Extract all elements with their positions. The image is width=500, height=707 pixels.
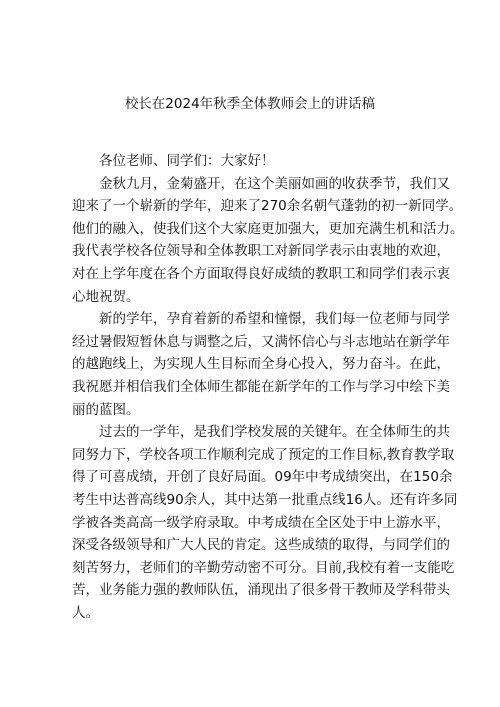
paragraph-line: 刻苦努力，老师们的辛勤劳动密不可分。目前,我校有着一支能吃 [72, 559, 455, 576]
document-body [72, 150, 464, 624]
paragraph-line: 深受各级领导和广大人民的肯定。这些成绩的取得，与同学们的 [72, 537, 450, 554]
paragraph-line: 考生中达普高线90余人，其中达第一批重点线16人。还有许多同 [72, 491, 458, 508]
paragraph-line: 新的学年，孕育着新的希望和憧憬，我们每一位老师与同学 [99, 311, 450, 328]
paragraph-3 [72, 421, 458, 624]
paragraph-line: 的越跑线上，为实现人生目标而全身心投入，努力奋斗。在此， [72, 356, 450, 373]
paragraph-line: 他们的融入，使我们这个大家庭更加强大，更加充满生机和活力。 [72, 220, 464, 237]
paragraph-line: 对在上学年度在各个方面取得良好成绩的教职工和同学们表示衷 [72, 265, 450, 282]
paragraph-line: 人。 [72, 604, 99, 621]
paragraph-line: 过去的一学年，是我们学校发展的关键年。在全体师生的共 [99, 424, 450, 441]
paragraph-1 [72, 173, 464, 309]
paragraph-line: 金秋九月，金菊盛开，在这个美丽如画的收获季节，我们又 [99, 175, 450, 192]
paragraph-line: 得了可喜成绩，开创了良好局面。09年中考成绩突出，在150余 [72, 469, 453, 486]
paragraph-line: 心地祝贺。 [72, 288, 140, 305]
paragraph-line: 学被各类高高一级学府录取。中考成绩在全区处于中上游水平， [72, 514, 450, 531]
greeting-line: 各位老师、同学们：大家好！ [99, 153, 275, 169]
paragraph-line: 苦，业务能力强的教师队伍，涌现出了很多骨干教师及学科带头 [72, 582, 450, 599]
paragraph-line: 我代表学校各位领导和全体教职工对新同学表示由衷地的欢迎， [72, 243, 450, 260]
paragraph-line: 迎来了一个崭新的学年，迎来了270余名朝气蓬勃的初一新同学。 [72, 198, 463, 215]
paragraph-2 [72, 308, 450, 421]
paragraph-line: 同努力下，学校各项工作顺利完成了预定的工作目标,教育教学取 [72, 446, 455, 463]
paragraph-line: 经过暑假短暂休息与调整之后，又满怀信心与斗志地站在新学年 [72, 333, 450, 350]
paragraph-line: 丽的蓝图。 [72, 401, 140, 418]
paragraph-line: 我祝愿并相信我们全体师生都能在新学年的工作与学习中绘下美 [72, 378, 450, 395]
document-title: 校长在2024年秋季全体教师会上的讲话稿 [124, 96, 376, 112]
